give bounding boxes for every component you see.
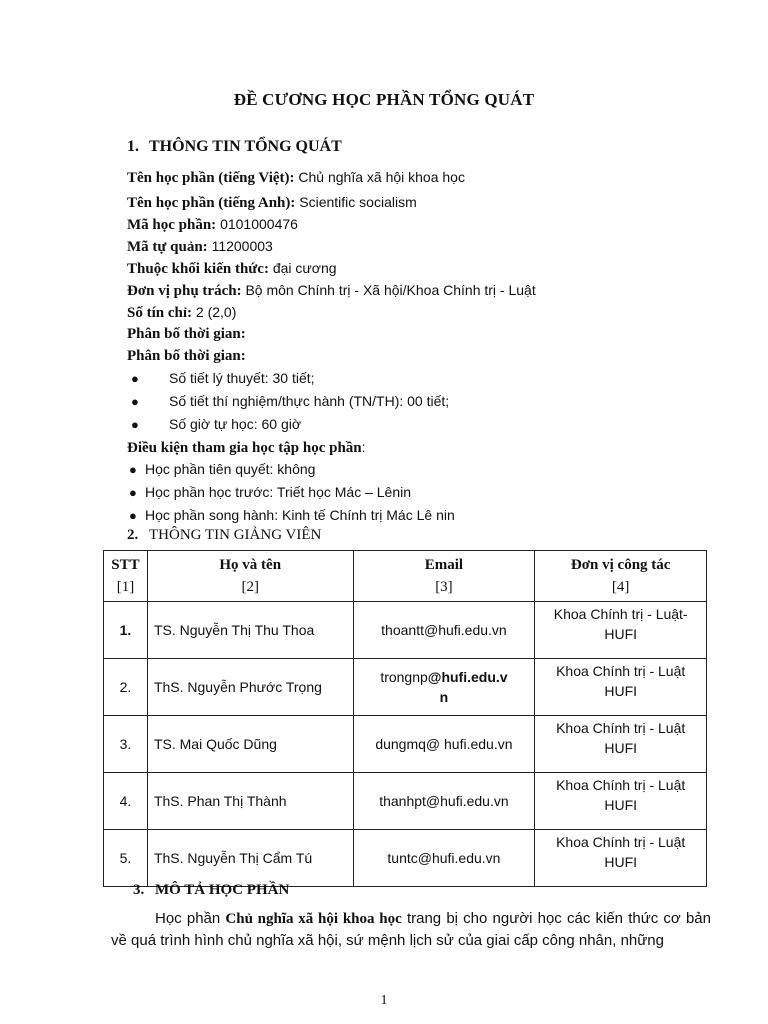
bullet-icon: ● xyxy=(129,508,137,523)
field-knowledge-block xyxy=(127,257,747,279)
field-time-allocation xyxy=(127,323,747,345)
condition-text: Học phần học trước: Triết học Mác – Lênin xyxy=(145,484,412,500)
unit-line: HUFI xyxy=(604,797,638,813)
email-text: dungmq@ hufi.edu.vn xyxy=(375,736,513,752)
unit-line: Khoa Chính trị - Luật xyxy=(556,834,686,850)
time-item-text: Số giờ tự học: 60 giờ xyxy=(169,416,302,432)
section-3-number: 3. xyxy=(133,882,145,898)
row-email xyxy=(353,716,535,773)
field-label: Phân bố thời gian: xyxy=(127,348,246,364)
row-email xyxy=(353,830,535,887)
unit-line: HUFI xyxy=(604,626,638,642)
email-domain: @hufi.edu.v xyxy=(427,669,508,685)
unit-line: HUFI xyxy=(604,683,638,699)
field-value: 0101000476 xyxy=(216,216,298,232)
field-value: 11200003 xyxy=(207,238,273,254)
section-1-title: THÔNG TIN TỔNG QUÁT xyxy=(149,138,342,155)
field-course-name-en xyxy=(127,191,747,213)
field-value: Chủ nghĩa xã hội khoa học xyxy=(294,169,465,185)
time-item xyxy=(127,413,747,436)
row-email xyxy=(353,773,535,830)
condition-item xyxy=(127,504,747,527)
table-row xyxy=(104,773,707,830)
column-sub: [2] xyxy=(241,579,259,595)
field-label: Mã học phần: xyxy=(127,217,217,233)
field-value: đại cương xyxy=(268,260,337,276)
field-value: Bộ môn Chính trị - Xã hội/Khoa Chính trị - Luật xyxy=(241,282,536,298)
conditions-heading xyxy=(127,436,747,458)
field-label: Thuộc khối kiến thức: xyxy=(127,261,269,277)
row-stt: 4. xyxy=(104,773,148,830)
column-header-name xyxy=(147,551,353,602)
unit-line: Khoa Chính trị - Luật xyxy=(556,663,686,679)
condition-text: Học phần song hành: Kinh tế Chính trị Mác Lê nin xyxy=(145,507,455,523)
section-2-heading xyxy=(127,527,321,544)
lecturer-table xyxy=(103,550,707,887)
condition-item xyxy=(127,458,747,481)
bullet-icon: ● xyxy=(131,371,139,386)
row-unit xyxy=(535,716,707,773)
field-label: Tên học phần (tiếng Việt): xyxy=(127,170,295,186)
row-name: ThS. Phan Thị Thành xyxy=(147,773,353,830)
column-title: STT xyxy=(111,557,140,573)
course-description xyxy=(111,908,711,952)
conditions-colon: : xyxy=(361,439,366,455)
unit-line: Khoa Chính trị - Luật xyxy=(556,720,686,736)
row-stt: 5. xyxy=(104,830,148,887)
column-sub: [1] xyxy=(116,579,135,595)
table-header-row xyxy=(104,551,707,602)
column-sub: [3] xyxy=(435,579,453,595)
desc-text: trang bị cho người học các kiến thức cơ bản về quá trình hình chủ nghĩa xã hội, sứ mệnh lịch sử của giai cấp công nhân, những xyxy=(111,910,711,949)
email-domain-end: n xyxy=(439,689,449,705)
condition-item xyxy=(127,481,747,504)
unit-line: Khoa Chính trị - Luật xyxy=(556,777,686,793)
column-title: Họ và tên xyxy=(219,557,282,573)
row-stt: 2. xyxy=(104,659,148,716)
bullet-icon: ● xyxy=(131,417,139,432)
column-title: Đơn vị công tác xyxy=(570,557,671,573)
time-item xyxy=(127,367,747,390)
field-course-code xyxy=(127,213,747,235)
column-title: Email xyxy=(424,557,464,573)
desc-course-name: Chủ nghĩa xã hội khoa học xyxy=(225,911,402,927)
table-row xyxy=(104,830,707,887)
row-name: TS. Nguyễn Thị Thu Thoa xyxy=(147,602,353,659)
time-item-text: Số tiết lý thuyết: 30 tiết; xyxy=(169,370,315,386)
row-stt: 3. xyxy=(104,716,148,773)
section-3-heading xyxy=(133,882,289,899)
section-2-number: 2. xyxy=(127,527,139,543)
field-department xyxy=(127,279,747,301)
email-text: thoantt@hufi.edu.vn xyxy=(381,622,507,638)
section-1-number: 1. xyxy=(127,138,139,155)
bullet-icon: ● xyxy=(129,462,137,477)
field-value: Scientific socialism xyxy=(295,194,417,210)
field-value: 2 (2,0) xyxy=(192,304,237,320)
row-unit xyxy=(535,659,707,716)
row-email xyxy=(353,602,535,659)
row-name: ThS. Nguyễn Phước Trọng xyxy=(147,659,353,716)
section-1-heading xyxy=(127,138,342,156)
email-text: trongnp xyxy=(380,669,428,685)
field-self-code xyxy=(127,235,747,257)
bullet-icon: ● xyxy=(131,394,139,409)
table-row xyxy=(104,602,707,659)
row-name: TS. Mai Quốc Dũng xyxy=(147,716,353,773)
unit-line: Khoa Chính trị - Luật- xyxy=(553,606,688,622)
document-title: ĐỀ CƯƠNG HỌC PHẦN TỔNG QUÁT xyxy=(233,90,535,109)
conditions-label: Điều kiện tham gia học tập học phần xyxy=(127,440,362,456)
time-item xyxy=(127,390,747,413)
section-2-title: THÔNG TIN GIẢNG VIÊN xyxy=(149,527,322,543)
field-label: Số tín chỉ: xyxy=(127,305,193,321)
time-item-text: Số tiết thí nghiệm/thực hành (TN/TH): 00 tiết; xyxy=(169,393,450,409)
email-text: thanhpt@hufi.edu.vn xyxy=(379,793,509,809)
field-label: Phân bố thời gian: xyxy=(127,326,246,342)
general-info xyxy=(127,166,747,527)
row-unit xyxy=(535,830,707,887)
row-unit xyxy=(535,602,707,659)
row-unit xyxy=(535,773,707,830)
bullet-icon: ● xyxy=(129,485,137,500)
row-stt: 1. xyxy=(104,602,148,659)
row-email xyxy=(353,659,535,716)
field-label: Đơn vị phụ trách: xyxy=(127,283,242,299)
unit-line: HUFI xyxy=(604,740,638,756)
page-number: 1 xyxy=(380,993,388,1008)
table-row xyxy=(104,659,707,716)
email-text: tuntc@hufi.edu.vn xyxy=(387,850,501,866)
field-course-name-vi xyxy=(127,166,747,188)
section-3-title: MÔ TẢ HỌC PHẦN xyxy=(155,882,290,898)
table-row xyxy=(104,716,707,773)
row-name: ThS. Nguyễn Thị Cẩm Tú xyxy=(147,830,353,887)
field-time-allocation-repeat xyxy=(127,345,747,367)
column-header-email xyxy=(353,551,535,602)
column-header-unit xyxy=(535,551,707,602)
desc-text: Học phần xyxy=(155,910,226,927)
condition-text: Học phần tiên quyết: không xyxy=(145,461,316,477)
unit-line: HUFI xyxy=(604,854,638,870)
field-credits xyxy=(127,301,747,323)
column-header-stt xyxy=(104,551,148,602)
field-label: Tên học phần (tiếng Anh): xyxy=(127,195,296,211)
column-sub: [4] xyxy=(611,579,630,595)
field-label: Mã tự quản: xyxy=(127,239,208,255)
